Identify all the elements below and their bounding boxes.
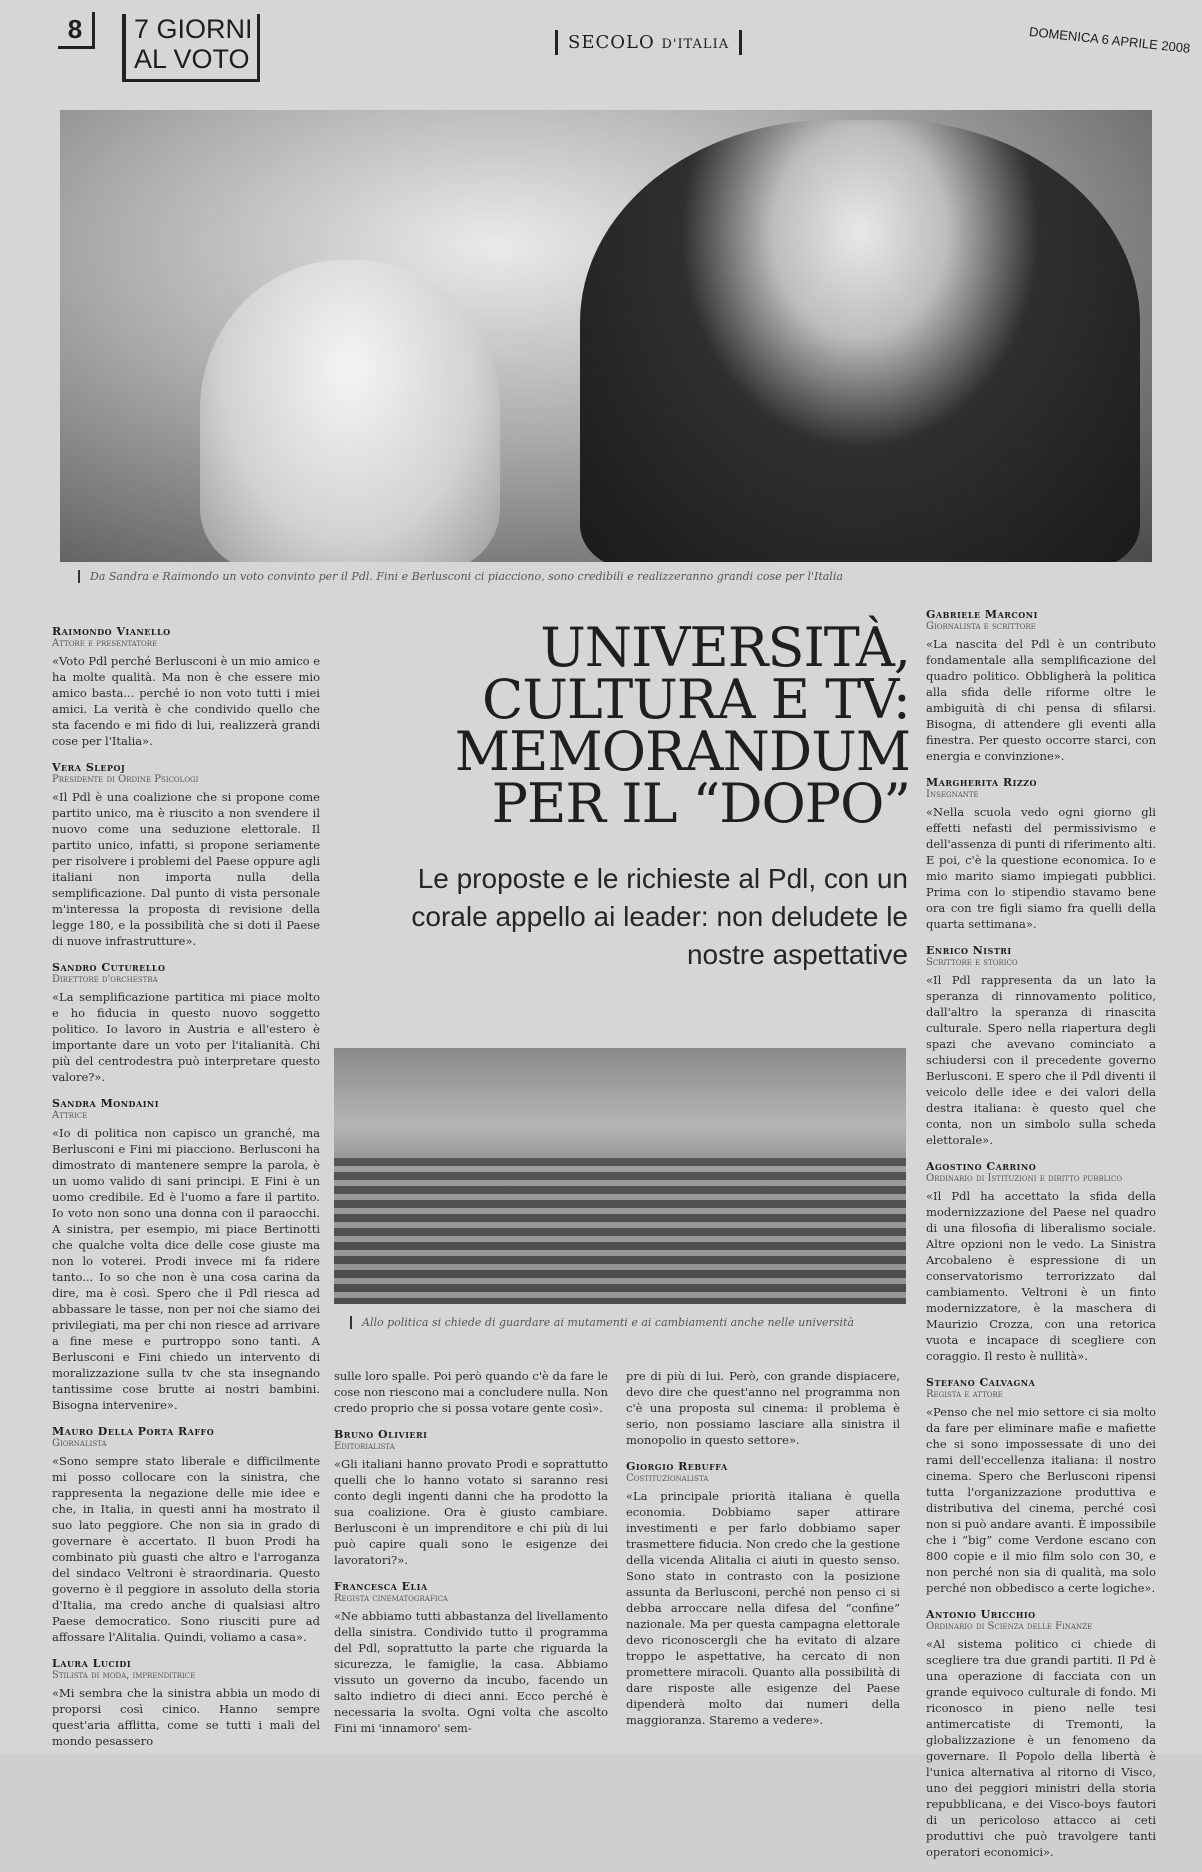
person-name: Agostino Carrino (926, 1160, 1037, 1173)
opinion-text: «La nascita del Pdl è un contributo fondamentale alla semplificazione del quadro politico. Obbligherà la politica alla sfida delle riforme oltre le ambiguità di chi pensa di sfilarsi. Bisogna, di attendere gli eventi alla finestra. Per questo occorre starci, con energia e convinzione». (926, 637, 1156, 763)
person-role: Ordinario di Scienza delle Finanze (926, 1621, 1093, 1632)
opinion-text: pre di più di lui. Però, con grande dispiacere, devo dire che quest'anno nel programma non c'è una proposta sul cinema: il problema è serio, non possiamo lasciare alla sinistra il monopolio in questo settore». (626, 1369, 900, 1447)
opinion-text: sulle loro spalle. Poi però quando c'è da fare le cose non riescono mai a concludere nulla. Non credo proprio che si possa votare gente così». (334, 1369, 608, 1415)
headline-line: PER IL “DOPO” (491, 772, 910, 835)
opinion-text: «Voto Pdl perché Berlusconi è un mio amico e ha molte qualità. Ma non è che essere mio amico basta... perché io non voto tutti i miei amici. La verità è che condivido quello che sta facendo e mi fido di lui, realizzerà grandi cose per l'Italia». (52, 654, 321, 748)
person-name: Sandra Mondaini (52, 1097, 159, 1110)
opinion-entry (926, 944, 1156, 1148)
top-photo (60, 110, 1152, 562)
person-role: Giornalista e scrittore (926, 621, 1036, 632)
person-name: Margherita Rizzo (926, 776, 1037, 789)
person-role: Giornalista (52, 1438, 107, 1449)
person-name: Francesca Elia (334, 1580, 428, 1593)
opinion-entry (334, 1368, 608, 1416)
opinion-entry (334, 1428, 608, 1568)
person-name: Vera Slepoj (52, 761, 126, 774)
opinion-text: «La semplificazione partitica mi piace molto e ho fiducia in questo nuovo soggetto politico. Io lavoro in Austria e all'estero è importante dare un voto per l'italianità. Chi più del centrodestra può interpretare questo valore?». (52, 990, 320, 1084)
person-role: Insegnante (926, 789, 979, 800)
middle-column-2 (626, 1368, 900, 1740)
opinion-text: «Sono sempre stato liberale e difficilmente mi posso collocare con la sinistra, che rappresenta la negazione delle mie idee e che, in Italia, in questi anni ha mostrato il suo lato peggiore. Che non sia in grado di governare è accertato. Il buon Prodi ha combinato più guasti che altro e l'arroganza del sindaco Veltroni è straordinaria. Questo governo è il peggiore in assoluto della storia d'Italia, ma credo anche di qualsiasi altro Paese democratico. Sono riusciti pure ad affossare l'Alitalia. Quindi, voliamo a casa». (52, 1454, 320, 1644)
photo-man-figure (580, 120, 1140, 562)
person-name: Sandro Cuturello (52, 961, 166, 974)
headline-line: UNIVERSITÀ, (540, 616, 910, 679)
person-name: Giorgio Rebuffa (626, 1460, 728, 1473)
opinion-text: «Nella scuola vedo ogni giorno gli effetti nefasti del permissivismo e dell'assenza di punti di riferimento alti. E poi, c'è la questione economica. Io e mio marito siamo impiegati pubblici. Prima con lo stipendio stavamo bene ora con tre figli siamo fra quelli della quarta settimana». (926, 805, 1156, 931)
opinion-entry (926, 1608, 1156, 1860)
person-role: Direttore d'orchestra (52, 974, 158, 985)
opinion-text: «Il Pdl rappresenta da un lato la speranza di rinnovamento politico, dall'altro la speranza di rinascita culturale. Spero nella riapertura degli spazi che avevano cominciato a schiudersi con il precedente governo Berlusconi. E spero che il Pdl diventi il veicolo delle idee e dei valori della destra italiana: è questo quel che conta, non un simbolo sulla scheda elettorale». (926, 973, 1156, 1147)
article-headline (350, 616, 910, 835)
opinion-entry (52, 961, 320, 1085)
opinion-text: «La principale priorità italiana è quella economia. Dobbiamo saper attirare investimenti e per farlo dobbiamo saper trasmettere fiducia. Non credo che la gestione della vicenda Alitalia ci aiuti in questo senso. Sono stato in contrasto con la posizione assunta da Berlusconi, perché non penso ci si debba arroccare nella difesa del “confine” nazionale. Ma per questa campagna elettorale devo riconoscergli che ha evitato di alzare troppo le aspettative, ha cercato di non promettere miracoli. Quanto alla possibilità di dare risposte alle esigenze del Paese dipenderà molto dai numeri della maggioranza. Staremo a vedere». (626, 1489, 900, 1727)
person-name: Stefano Calvagna (926, 1376, 1036, 1389)
person-role: Regista e attore (926, 1389, 1003, 1400)
person-role: Presidente di Ordine Psicologi (52, 774, 199, 785)
person-name: Laura Lucidi (52, 1657, 132, 1670)
opinion-entry (52, 1425, 320, 1645)
person-role: Ordinario di Istituzioni e diritto pubblico (926, 1173, 1123, 1184)
masthead (555, 30, 742, 55)
opinion-entry (334, 1580, 608, 1736)
section-label-line2: AL VOTO (134, 44, 250, 74)
opinion-entry (626, 1368, 900, 1448)
person-name: Antonio Uricchio (926, 1608, 1036, 1621)
opinion-text: «Il Pdl ha accettato la sfida della modernizzazione del Paese nel quadro di una filosofia di liberalismo sociale. Altre opzioni non le vedo. La Sinistra Arcobaleno è espressione di un conservatorismo terrorizzato dal cambiamento. Veltroni è un finto modernizzatore, è la maschera di Maurizio Crozza, con una retorica vuota e incapace di scegliere con coraggio. Il resto è nullità». (926, 1189, 1156, 1363)
page-number: 8 (58, 12, 95, 49)
person-role: Costituzionalista (626, 1473, 709, 1484)
section-label (122, 14, 260, 82)
person-role: Editorialista (334, 1441, 395, 1452)
opinion-entry (926, 608, 1156, 764)
auditorium-photo-caption: Allo politica si chiede di guardare ai mutamenti e ai cambiamenti anche nelle università (350, 1316, 902, 1329)
person-name: Enrico Nistri (926, 944, 1012, 957)
opinion-entry (52, 625, 320, 749)
opinion-text: «Ne abbiamo tutti abbastanza del livellamento della sinistra. Condivido tutto il programma del Pdl, soprattutto la parte che riguarda la sicurezza, le famiglie, la casa. Abbiamo vissuto un governo da incubo, facendo un salto indietro di dieci anni. Ecco perché è necessaria la svolta. Ogni volta che ascolto Fini mi 'innamoro' sem- (334, 1609, 608, 1735)
right-column (926, 608, 1156, 1872)
person-role: Stilista di moda, imprenditrice (52, 1670, 196, 1681)
opinion-entry (626, 1460, 900, 1728)
left-column (52, 625, 320, 1761)
person-name: Raimondo Vianello (52, 625, 171, 638)
person-name: Gabriele Marconi (926, 608, 1038, 621)
opinion-text: «Io di politica non capisco un granché, ma Berlusconi e Fini mi piacciono. Berlusconi ha dimostrato di mantenere sempre la parola, è un uomo valido di sani principi. E Fini è un uomo credibile. Ed è l'uomo a fare il partito. Io voto non sono una donna con il paraocchi. A sinistra, per esempio, mi piace Bertinotti che qualche volta dice delle cose giuste ma non lo voterei. Prodi invece mi fa ridere tanto... Io so che non è una cosa carina da dire, ma è così. Spero che il Pdl riesca ad abbassare le tasse, non per noi che siamo dei privilegiati, ma per chi non riesce ad arrivare a fine mese e purtroppo sono tanti. A Berlusconi e Fini chiedo un intervento di moralizzazione sulla tv che sta insegnando tantissime cose brutte ai nostri bambini. Bisogna intervenire». (52, 1126, 320, 1412)
person-role: Regista cinematografica (334, 1593, 448, 1604)
opinion-text: «Mi sembra che la sinistra abbia un modo di proporsi così cinico. Hanno sempre quest'aria afflitta, come se tutti i mali del mondo pesassero (52, 1686, 320, 1748)
opinion-entry (926, 776, 1156, 932)
photo-woman-figure (200, 260, 500, 562)
person-role: Attore e presentatore (52, 638, 158, 649)
headline-line: CULTURA E TV: (482, 668, 910, 731)
opinion-text: «Penso che nel mio settore ci sia molto da fare per eliminare mafie e mafiette che si sono impossessate di uno dei rami dell'eccellenza italiana: il nostro cinema. Spero che Berlusconi ripensi tutta l'organizzazione produttiva e distributiva del cinema, perché così non si può andare avanti. È impossibile che i “big” come Verdone escano con 800 copie e il mio film solo con 30, e non perché non sia di qualità, ma solo perché non obbedisco a certe logiche». (926, 1405, 1156, 1595)
auditorium-photo (334, 1048, 906, 1304)
person-role: Attrice (52, 1110, 88, 1121)
masthead-small: D'ITALIA (661, 37, 730, 52)
person-role: Scrittore e storico (926, 957, 1018, 968)
headline-line: MEMORANDUM (454, 720, 910, 783)
opinion-entry (52, 761, 320, 949)
opinion-entry (52, 1097, 320, 1413)
audience-rows (334, 1158, 906, 1304)
section-label-line1: 7 GIORNI (134, 14, 253, 44)
opinion-entry (926, 1160, 1156, 1364)
middle-column-1 (334, 1368, 608, 1748)
person-name: Mauro Della Porta Raffo (52, 1425, 215, 1438)
opinion-text: «Il Pdl è una coalizione che si propone come partito unico, ma è riuscito a non svendere il nuovo come una seduzione elettorale. Il partito unico, infatti, si propone seriamente per risolvere i problemi del Paese oppure agli italiani non importa nulla della semplificazione. Dal punto di vista personale m'interessa la proposta di revisione della legge 180, e la possibilità che si doti il Paese di nuove infrastrutture». (52, 790, 320, 948)
opinion-text: «Gli italiani hanno provato Prodi e soprattutto quelli che lo hanno votato si saranno resi conto degli ingenti danni che ha prodotto la sua coalizione. Ora è giusto cambiare. Berlusconi è un imprenditore e chi più di lui può capire quali sono le esigenze dei lavoratori?». (334, 1457, 608, 1567)
opinion-entry (52, 1657, 320, 1749)
person-name: Bruno Olivieri (334, 1428, 428, 1441)
article-subhead: Le proposte e le richieste al Pdl, con un corale appello ai leader: non deludete le nostre aspettative (411, 863, 908, 970)
masthead-main: SECOLO (568, 32, 655, 53)
page-header (0, 0, 1202, 95)
issue-date: DOMENICA 6 APRILE 2008 (1028, 24, 1191, 56)
opinion-text: «Al sistema politico ci chiede di scegliere tra due grandi partiti. Il Pd è una operazione di facciata con un grande equivoco culturale di fondo. Mi riconosco in pieno nelle tesi antimercatiste di Tremonti, la globalizzazione è un fenomeno da governare. Il Popolo della libertà è l'unica alternativa al ritorno di Visco, uno dei peggiori ministri della storia repubblicana, e dei Visco-boys fautori di un pericoloso attacco ai ceti produttivi che può travolgere tanti operatori economici». (926, 1637, 1156, 1859)
top-photo-caption: Da Sandra e Raimondo un voto convinto per il Pdl. Fini e Berlusconi ci piacciono, sono credibili e realizzeranno grandi cose per l'Italia (78, 570, 990, 583)
opinion-entry (926, 1376, 1156, 1596)
